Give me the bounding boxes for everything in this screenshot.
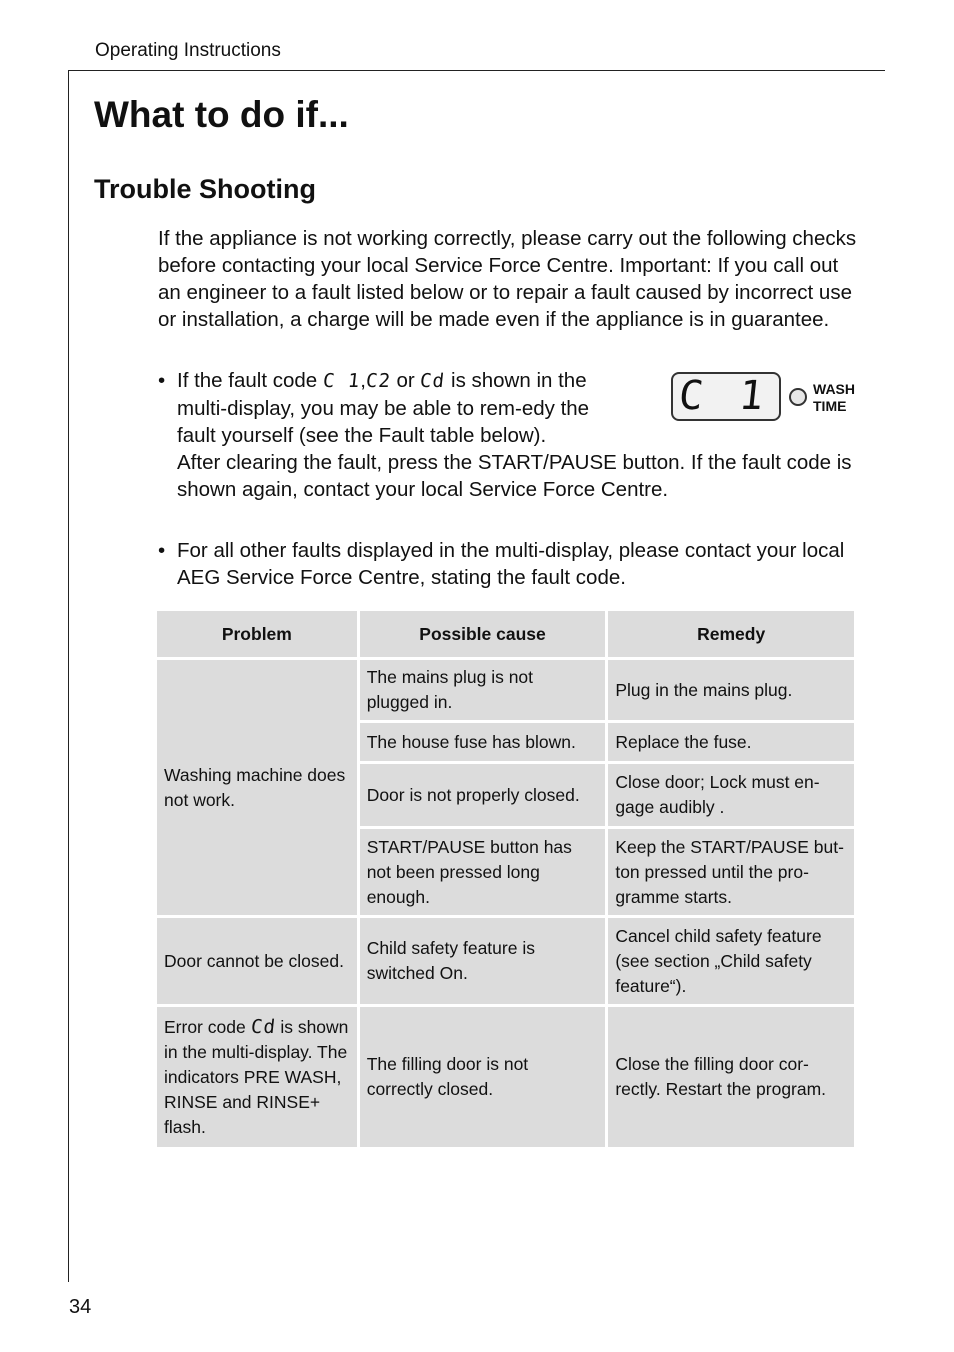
problem-text-pre: Error code — [164, 1016, 251, 1037]
separator: , — [360, 369, 366, 392]
header-possible-cause: Possible cause — [360, 611, 606, 657]
indicator-label-line1: WASH — [813, 381, 855, 397]
wash-time-indicator-led — [789, 388, 807, 406]
cause-cell: The house fuse has blown. — [360, 723, 606, 761]
fault-code-cd: Cd — [419, 370, 447, 392]
header-problem: Problem — [157, 611, 357, 657]
page-number: 34 — [69, 1296, 92, 1318]
header-rule — [69, 70, 885, 71]
cause-cell: The mains plug is not plugged in. — [360, 660, 606, 720]
fault-code-c2: C2 — [364, 370, 393, 392]
section-title: Trouble Shooting — [94, 174, 316, 204]
table-header-row — [157, 611, 854, 657]
page-title: What to do if... — [94, 94, 349, 135]
bullet-dot: • — [158, 369, 166, 392]
problem-cell: Door cannot be closed. — [157, 918, 357, 1004]
cause-cell: Door is not properly closed. — [360, 764, 606, 826]
display-code: C 1 — [676, 373, 772, 419]
bullet-body: For all other faults displayed in the multi-display, please contact your local AEG Service Force Centre, stating the fault code. — [177, 539, 845, 589]
remedy-cell: Replace the fuse. — [608, 723, 854, 761]
cause-cell: The filling door is not correctly closed. — [360, 1007, 606, 1147]
margin-rule — [68, 70, 69, 1282]
multi-display-illustration — [671, 372, 781, 421]
bullet-text-post: is shown in the multi-display, you may be able to rem-edy the fault yourself (see the Fault table below). — [177, 369, 590, 447]
table-row — [157, 660, 854, 720]
bullet-dot: • — [158, 539, 166, 562]
intro-paragraph: If the appliance is not working correctly, please carry out the following checks before contacting your local Service Force Centre. Important: If you call out an engineer to a fault listed below or to repair a fault caused by incorrect use or installation, a charge will be made even if the appliance is in guarantee. — [158, 227, 857, 331]
running-header: Operating Instructions — [95, 40, 281, 61]
problem-text-post: is shown in the multi-display. The indicators PRE WASH, RINSE and RINSE+ flash. — [164, 1016, 349, 1137]
table-row — [157, 1007, 854, 1147]
cause-cell: Child safety feature is switched On. — [360, 918, 606, 1004]
fault-code-instruction — [177, 367, 617, 449]
problem-cell — [157, 1007, 357, 1147]
remedy-cell: Keep the START/PAUSE but-ton pressed until the pro-gramme starts. — [608, 829, 854, 915]
remedy-cell: Close the filling door cor-rectly. Restart the program. — [608, 1007, 854, 1147]
remedy-cell: Close door; Lock must en-gage audibly . — [608, 764, 854, 826]
fault-code-c1: C 1 — [321, 370, 362, 392]
table-row — [157, 918, 854, 1004]
indicator-label-line2: TIME — [813, 398, 847, 414]
problem-cell: Washing machine does not work. — [157, 660, 357, 915]
bullet-other-faults — [158, 537, 858, 591]
cause-cell: START/PAUSE button has not been pressed long enough. — [360, 829, 606, 915]
wash-time-indicator-label — [813, 381, 855, 415]
bullet-text-pre: If the fault code — [177, 369, 323, 392]
error-code-cd: Cd — [249, 1015, 277, 1038]
or-text: or — [390, 369, 421, 392]
after-clearing-text: After clearing the fault, press the START/PAUSE button. If the fault code is shown again, contact your local Service Force Centre. — [177, 451, 852, 501]
remedy-cell: Cancel child safety feature (see section „Child safety feature“). — [608, 918, 854, 1004]
remedy-cell: Plug in the mains plug. — [608, 660, 854, 720]
header-remedy: Remedy — [608, 611, 854, 657]
fault-table — [154, 608, 857, 1150]
